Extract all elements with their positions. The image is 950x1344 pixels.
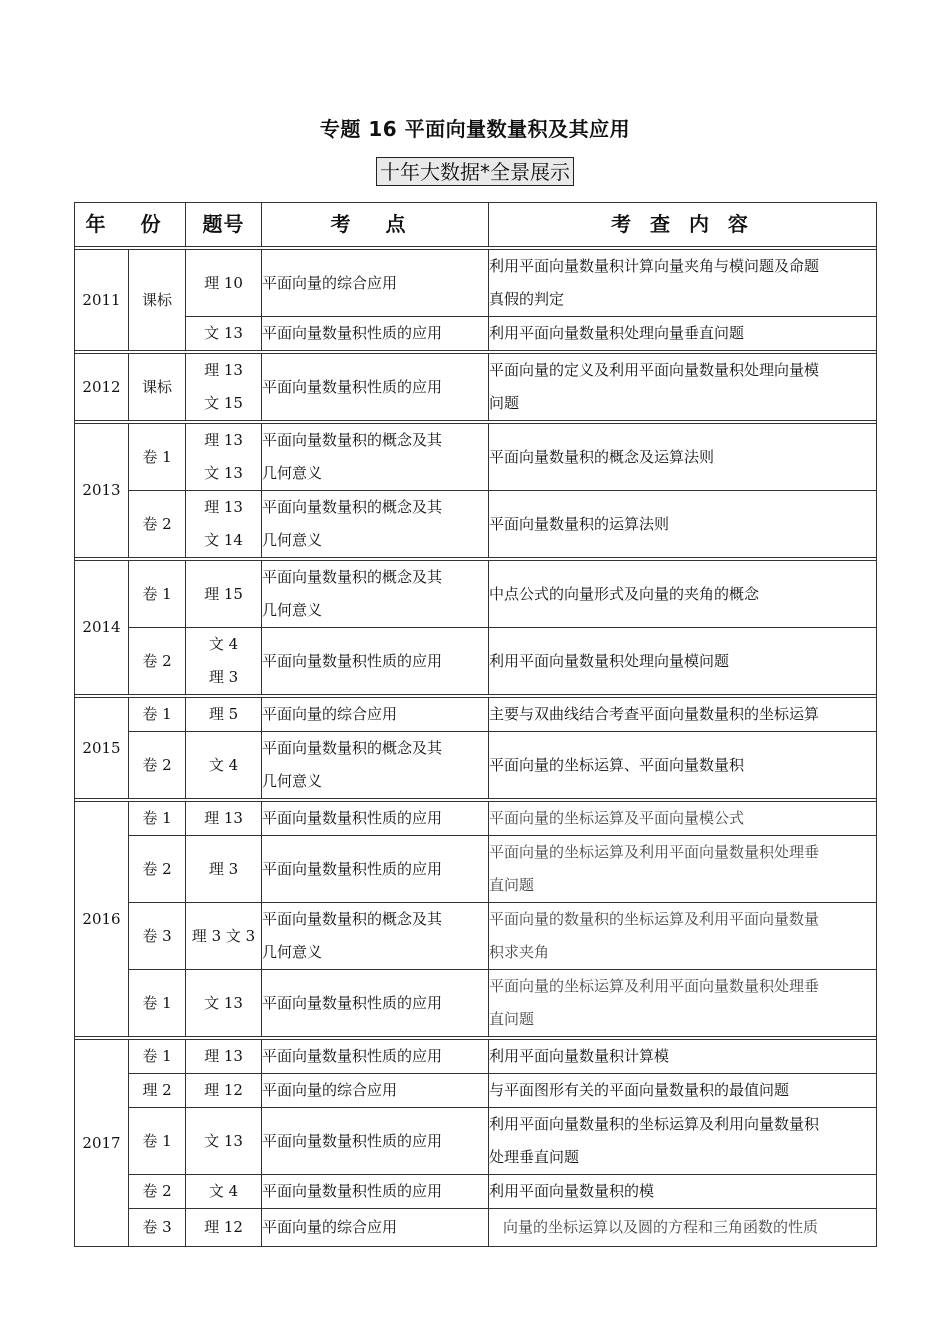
- topic-line: 平面向量数量积性质的应用: [262, 809, 443, 827]
- content-cell: [489, 424, 877, 491]
- topic-line: 平面向量数量积性质的应用: [262, 324, 443, 342]
- number-cell: [186, 970, 262, 1037]
- number-cell: [186, 317, 262, 351]
- number-line: 文 4: [208, 635, 239, 653]
- content-cell: [489, 1209, 877, 1247]
- number-line: 理 3 文 3: [191, 926, 256, 945]
- number-cell: [186, 1175, 262, 1209]
- topic-line: 平面向量数量积的概念及其: [262, 739, 443, 757]
- topic-cell: [262, 317, 489, 351]
- topic-cell: [262, 250, 489, 317]
- topic-cell: [262, 802, 489, 836]
- content-cell: [489, 250, 877, 317]
- header-row: [75, 203, 877, 247]
- topic-line: 几何意义: [262, 601, 323, 619]
- content-line: 平面向量的数量积的坐标运算及利用平面向量数量: [489, 910, 820, 928]
- content-line: 平面向量的坐标运算、平面向量数量积: [489, 755, 745, 774]
- topic-cell: [262, 1175, 489, 1209]
- paper-cell: 卷 2: [129, 1175, 186, 1209]
- paper-cell: 卷 2: [129, 836, 186, 903]
- paper-cell: 卷 2: [129, 732, 186, 799]
- table-row: [75, 732, 877, 799]
- number-line: 理 3: [208, 859, 239, 878]
- paper-cell: 卷 1: [129, 970, 186, 1037]
- number-line: 文 14: [204, 531, 243, 549]
- topic-cell: [262, 1209, 489, 1247]
- number-cell: [186, 802, 262, 836]
- paper-cell: 课标: [129, 354, 186, 421]
- subtitle-wrap: [0, 157, 950, 186]
- content-cell: [489, 1040, 877, 1074]
- number-line: 理 10: [204, 273, 243, 292]
- table-row: [75, 354, 877, 421]
- topic-line: 平面向量数量积性质的应用: [262, 651, 443, 670]
- year-cell: 2013: [75, 424, 129, 558]
- number-line: 理 13: [204, 1047, 243, 1065]
- content-line: 平面向量的定义及利用平面向量数量积处理向量模: [489, 361, 820, 379]
- number-cell: [186, 1040, 262, 1074]
- number-cell: [186, 628, 262, 695]
- content-cell: [489, 628, 877, 695]
- number-line: 文 13: [204, 1131, 243, 1150]
- content-line: 平面向量的坐标运算及利用平面向量数量积处理垂: [489, 977, 820, 995]
- paper-cell: 理 2: [129, 1074, 186, 1108]
- table-row: [75, 317, 877, 351]
- paper-cell: 卷 2: [129, 491, 186, 558]
- table-row: [75, 1040, 877, 1074]
- table-row: [75, 1074, 877, 1108]
- topic-line: 平面向量的综合应用: [262, 273, 398, 292]
- topic-line: 平面向量数量积性质的应用: [262, 1047, 443, 1065]
- table-row: [75, 561, 877, 628]
- topic-line: 平面向量数量积的概念及其: [262, 498, 443, 516]
- topic-cell: [262, 698, 489, 732]
- paper-cell: 卷 3: [129, 903, 186, 970]
- paper-cell: 卷 1: [129, 424, 186, 491]
- topic-cell: [262, 903, 489, 970]
- content-line: 利用平面向量数量积计算模: [489, 1047, 670, 1065]
- content-cell: [489, 317, 877, 351]
- content-cell: [489, 802, 877, 836]
- content-cell: [489, 836, 877, 903]
- header-number: 题号: [186, 203, 262, 247]
- header-year: 年 份: [75, 203, 186, 247]
- number-line: 理 12: [204, 1218, 243, 1236]
- table-row: [75, 628, 877, 695]
- topic-line: 平面向量数量积性质的应用: [262, 859, 443, 878]
- number-line: 文 15: [204, 394, 243, 412]
- number-line: 文 4: [208, 1182, 239, 1200]
- number-cell: [186, 836, 262, 903]
- number-line: 理 3: [208, 668, 239, 686]
- content-line: 向量的坐标运算以及圆的方程和三角函数的性质: [503, 1218, 819, 1236]
- topic-line: 平面向量数量积的概念及其: [262, 431, 443, 449]
- number-line: 文 13: [204, 464, 243, 482]
- topic-cell: [262, 836, 489, 903]
- table-row: [75, 698, 877, 732]
- content-line: 问题: [489, 394, 520, 412]
- table-row: [75, 250, 877, 317]
- content-cell: [489, 1108, 877, 1175]
- number-line: 理 13: [204, 809, 243, 827]
- content-line: 与平面图形有关的平面向量数量积的最值问题: [489, 1081, 790, 1099]
- paper-cell: 卷 1: [129, 698, 186, 732]
- content-cell: [489, 698, 877, 732]
- topic-line: 几何意义: [262, 772, 323, 790]
- content-line: 利用平面向量数量积处理向量模问题: [489, 651, 730, 670]
- topic-line: 几何意义: [262, 464, 323, 482]
- topic-cell: [262, 970, 489, 1037]
- content-line: 积求夹角: [489, 943, 550, 961]
- number-cell: [186, 732, 262, 799]
- number-cell: [186, 1074, 262, 1108]
- year-cell: 2012: [75, 354, 129, 421]
- content-line: 直问题: [489, 1010, 535, 1028]
- number-cell: [186, 354, 262, 421]
- topic-cell: [262, 1108, 489, 1175]
- topic-line: 平面向量数量积的概念及其: [262, 910, 443, 928]
- year-cell: 2017: [75, 1040, 129, 1247]
- topic-line: 平面向量数量积性质的应用: [262, 1131, 443, 1150]
- content-line: 利用平面向量数量积处理向量垂直问题: [489, 324, 745, 342]
- table-row: [75, 836, 877, 903]
- content-cell: [489, 354, 877, 421]
- year-cell: 2011: [75, 250, 129, 351]
- content-line: 利用平面向量数量积的坐标运算及利用向量数量积: [489, 1115, 820, 1133]
- topic-line: 平面向量数量积性质的应用: [262, 1182, 443, 1200]
- number-cell: [186, 491, 262, 558]
- topic-line: 平面向量数量积性质的应用: [262, 993, 443, 1012]
- page-title: 专题 16 平面向量数量积及其应用: [319, 117, 631, 141]
- topic-line: 平面向量的综合应用: [262, 1081, 398, 1099]
- content-line: 平面向量数量积的运算法则: [489, 514, 670, 533]
- number-line: 文 13: [204, 324, 243, 342]
- topic-line: 平面向量数量积的概念及其: [262, 568, 443, 586]
- number-line: 理 13: [204, 361, 243, 379]
- topic-cell: [262, 491, 489, 558]
- content-line: 利用平面向量数量积的模: [489, 1182, 655, 1200]
- number-line: 理 15: [204, 584, 243, 603]
- table-row: [75, 424, 877, 491]
- topic-cell: [262, 561, 489, 628]
- topic-line: 平面向量的综合应用: [262, 1218, 398, 1236]
- topic-line: 平面向量数量积性质的应用: [262, 377, 443, 396]
- content-cell: [489, 561, 877, 628]
- content-line: 真假的判定: [489, 290, 565, 308]
- topic-line: 几何意义: [262, 943, 323, 961]
- topic-cell: [262, 424, 489, 491]
- number-cell: [186, 698, 262, 732]
- number-line: 理 13: [204, 498, 243, 516]
- number-cell: [186, 561, 262, 628]
- paper-cell: 卷 1: [129, 1040, 186, 1074]
- table-row: [75, 903, 877, 970]
- paper-cell: 卷 1: [129, 802, 186, 836]
- paper-cell: 卷 1: [129, 561, 186, 628]
- content-cell: [489, 732, 877, 799]
- content-line: 利用平面向量数量积计算向量夹角与模问题及命题: [489, 257, 820, 275]
- content-line: 主要与双曲线结合考查平面向量数量积的坐标运算: [489, 705, 820, 723]
- content-cell: [489, 1074, 877, 1108]
- content-cell: [489, 903, 877, 970]
- content-cell: [489, 1175, 877, 1209]
- table-row: [75, 1209, 877, 1247]
- table-row: [75, 802, 877, 836]
- number-line: 理 13: [204, 431, 243, 449]
- content-line: 平面向量的坐标运算及平面向量模公式: [489, 809, 745, 827]
- number-line: 理 5: [208, 705, 239, 723]
- number-cell: [186, 903, 262, 970]
- content-line: 平面向量数量积的概念及运算法则: [489, 447, 715, 466]
- header-topic: 考 点: [262, 203, 489, 247]
- topic-cell: [262, 628, 489, 695]
- paper-cell: 卷 1: [129, 1108, 186, 1175]
- number-line: 文 13: [204, 993, 243, 1012]
- table-row: [75, 1108, 877, 1175]
- number-cell: [186, 1108, 262, 1175]
- number-cell: [186, 1209, 262, 1247]
- content-line: 中点公式的向量形式及向量的夹角的概念: [489, 584, 760, 603]
- content-line: 平面向量的坐标运算及利用平面向量数量积处理垂: [489, 843, 820, 861]
- content-line: 直问题: [489, 876, 535, 894]
- paper-cell: 卷 2: [129, 628, 186, 695]
- content-cell: [489, 491, 877, 558]
- topic-cell: [262, 354, 489, 421]
- table-row: [75, 970, 877, 1037]
- content-line: 处理垂直问题: [489, 1148, 580, 1166]
- exam-table: [74, 202, 877, 1247]
- number-line: 理 12: [204, 1081, 243, 1099]
- year-cell: 2014: [75, 561, 129, 695]
- topic-line: 平面向量的综合应用: [262, 705, 398, 723]
- paper-cell: 卷 3: [129, 1209, 186, 1247]
- number-line: 文 4: [208, 755, 239, 774]
- topic-cell: [262, 1074, 489, 1108]
- year-cell: 2015: [75, 698, 129, 799]
- number-cell: [186, 250, 262, 317]
- topic-line: 几何意义: [262, 531, 323, 549]
- topic-cell: [262, 1040, 489, 1074]
- number-cell: [186, 424, 262, 491]
- table-row: [75, 1175, 877, 1209]
- header-content: 考 查 内 容: [489, 203, 877, 247]
- topic-cell: [262, 732, 489, 799]
- subtitle-box: 十年大数据*全景展示: [376, 157, 574, 186]
- paper-cell: 课标: [129, 250, 186, 351]
- table-row: [75, 491, 877, 558]
- content-cell: [489, 970, 877, 1037]
- year-cell: 2016: [75, 802, 129, 1037]
